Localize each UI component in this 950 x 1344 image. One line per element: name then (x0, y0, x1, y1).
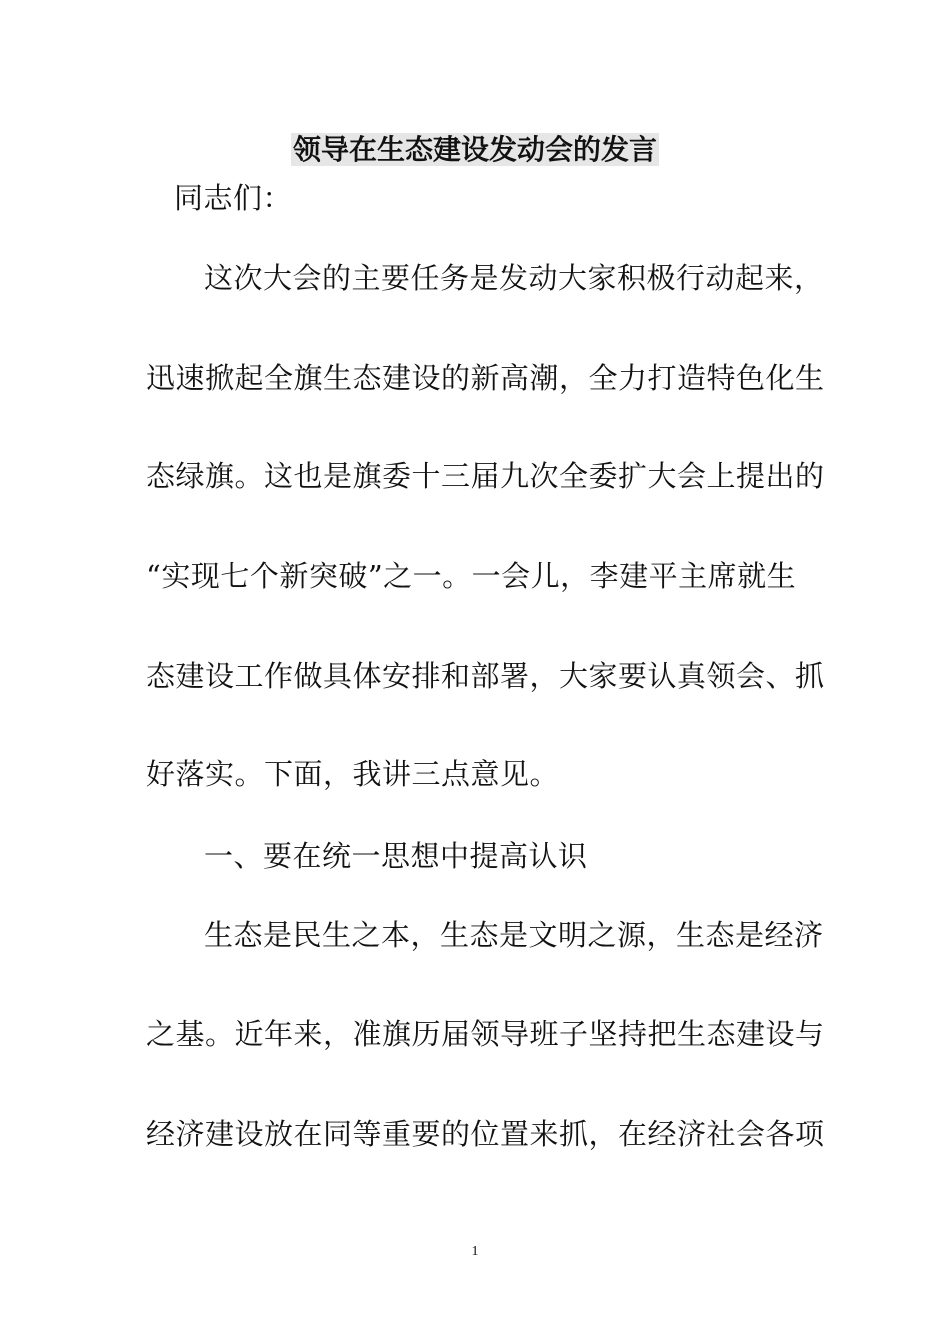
body-line-10: 经济建设放在同等重要的位置来抓，在经济社会各项 (146, 1117, 825, 1151)
body-line-3: 态绿旗。这也是旗委十三届九次全委扩大会上提出的 (146, 459, 825, 493)
body-line-4: “实现七个新突破”之一。一会儿，李建平主席就生 (146, 559, 797, 593)
body-line-5: 态建设工作做具体安排和部署，大家要认真领会、抓 (146, 659, 825, 693)
body-line-9: 之基。近年来，准旗历届领导班子坚持把生态建设与 (146, 1017, 825, 1051)
page-number: 1 (471, 1244, 479, 1259)
section-heading-1: 一、要在统一思想中提高认识 (204, 839, 588, 873)
body-line-8: 生态是民生之本，生态是文明之源，生态是经济 (204, 918, 824, 952)
document-title (0, 130, 950, 170)
body-line-2: 迅速掀起全旗生态建设的新高潮，全力打造特色化生 (146, 361, 825, 395)
body-line-6: 好落实。下面，我讲三点意见。 (146, 757, 560, 791)
greeting: 同志们： (174, 181, 293, 215)
body-line-1: 这次大会的主要任务是发动大家积极行动起来， (204, 261, 824, 295)
document-title-text: 领导在生态建设发动会的发言 (292, 133, 657, 166)
